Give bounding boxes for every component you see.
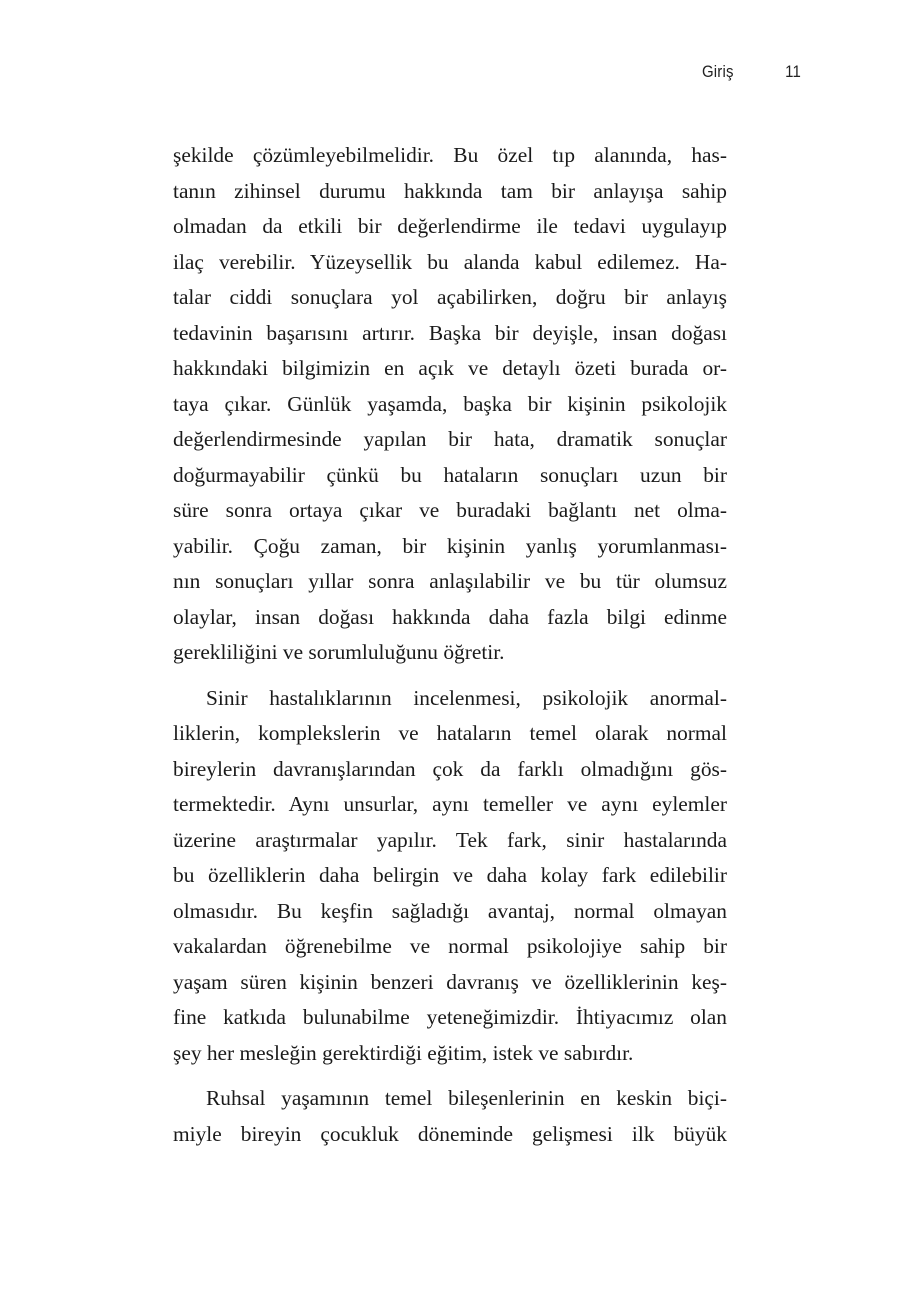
text-line: tanın zihinsel durumu hakkında tam bir anlayışa sahip <box>173 178 727 203</box>
text-line: liklerin, komplekslerin ve hataların temel olarak normal <box>173 721 727 745</box>
chapter-title: Giriş <box>702 62 734 81</box>
text-line: nın sonuçları yıllar sonra anlaşılabilir ve bu tür olumsuz <box>173 569 727 593</box>
text-line: fine katkıda bulunabilme yeteneğimizdir. İhtiyacımız olan <box>173 1005 727 1029</box>
text-line: şey her mesleğin gerektirdiği eğitim, istek ve sabırdır. <box>173 1040 634 1065</box>
text-line: bireylerin davranışlarından çok da farklı olmadığını gös- <box>173 756 727 781</box>
text-line: taya çıkar. Günlük yaşamda, başka bir kişinin psikolojik <box>173 391 727 416</box>
text-line: yaşam süren kişinin benzeri davranış ve özelliklerinin keş- <box>173 969 727 994</box>
text-line: hakkındaki bilgimizin en açık ve detaylı özeti burada or- <box>173 356 727 380</box>
text-line: vakalardan öğrenebilme ve normal psikolojiye sahip bir <box>173 934 727 958</box>
paragraph-3 <box>173 1081 727 1152</box>
text-line: süre sonra ortaya çıkar ve buradaki bağlantı net olma- <box>173 498 727 522</box>
text-line: miyle bireyin çocukluk döneminde gelişmesi ilk büyük <box>173 1121 727 1146</box>
paragraph-2 <box>173 681 727 1072</box>
text-line: doğurmayabilir çünkü bu hataların sonuçları uzun bir <box>173 462 727 487</box>
running-header <box>600 62 801 88</box>
text-line: değerlendirmesinde yapılan bir hata, dramatik sonuçlar <box>173 427 727 451</box>
text-line: talar ciddi sonuçlara yol açabilirken, doğru bir anlayış <box>173 285 727 309</box>
text-line: olmadan da etkili bir değerlendirme ile tedavi uygulayıp <box>173 214 727 238</box>
text-line: yabilir. Çoğu zaman, bir kişinin yanlış yorumlanması- <box>173 533 727 558</box>
paragraph-1 <box>173 138 727 671</box>
text-line: gerekliliğini ve sorumluluğunu öğretir. <box>173 640 505 664</box>
text-line: ilaç verebilir. Yüzeysellik bu alanda kabul edilemez. Ha- <box>173 249 727 274</box>
text-line: termektedir. Aynı unsurlar, aynı temeller ve aynı eylemler <box>173 792 727 816</box>
text-line: olmasıdır. Bu keşfin sağladığı avantaj, normal olmayan <box>173 898 727 923</box>
text-line: üzerine araştırmalar yapılır. Tek fark, sinir hastalarında <box>173 827 727 852</box>
text-line: bu özelliklerin daha belirgin ve daha kolay fark edilebilir <box>173 863 727 887</box>
page-number: 11 <box>785 62 801 81</box>
text-line: Ruhsal yaşamının temel bileşenlerinin en keskin biçi- <box>206 1086 727 1110</box>
text-line: tedavinin başarısını artırır. Başka bir deyişle, insan doğası <box>173 320 727 345</box>
body-text <box>173 138 727 1152</box>
text-line: olaylar, insan doğası hakkında daha fazla bilgi edinme <box>173 604 727 629</box>
text-line: Sinir hastalıklarının incelenmesi, psikolojik anormal- <box>206 685 727 710</box>
text-line: şekilde çözümleyebilmelidir. Bu özel tıp alanında, has- <box>173 143 727 167</box>
